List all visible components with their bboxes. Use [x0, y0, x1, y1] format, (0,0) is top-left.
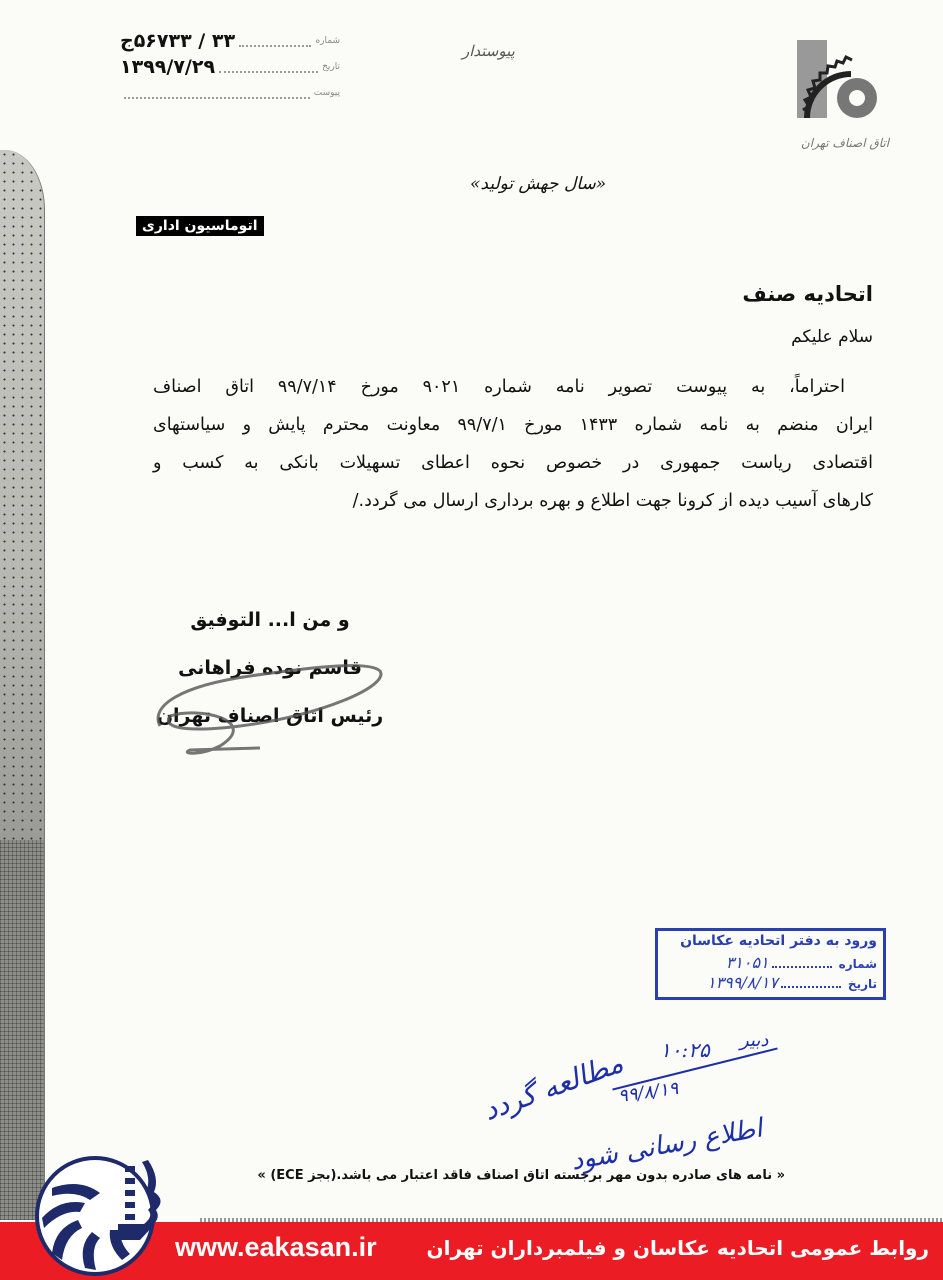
reference-number-row [120, 28, 340, 54]
letter-greeting: سلام علیکم [791, 327, 873, 347]
website-link[interactable]: www.eakasan.ir [175, 1232, 377, 1262]
validity-notice: « نامه های صادره بدون مهر برجسته اتاق اصناف فاقد اعتبار می باشد.(بجز ECE) » [257, 1168, 785, 1183]
reference-date-row [120, 54, 340, 80]
handwritten-time: ۱۰:۲۵ [660, 1038, 710, 1062]
signer-title: رئیس اتاق اصناف تهران [156, 705, 384, 727]
reference-date: ۱۳۹۹/۷/۲۹ [120, 56, 216, 78]
body-line: اقتصادی ریاست جمهوری در خصوص نحوه اعطای تسهیلات بانکی به کسب و [153, 453, 873, 473]
dotted-line [781, 986, 841, 988]
reference-attachment-row [120, 80, 340, 106]
stamp-date-label: تاریخ [847, 977, 877, 991]
banner-title: روابط عمومی اتحادیه عکاسان و فیلمبرداران تهران [426, 1236, 929, 1260]
received-stamp [655, 928, 886, 1000]
handwritten-line-2: اطلاع رسانی شود [568, 1113, 765, 1177]
reference-date-label: تاریخ [322, 62, 340, 72]
handwritten-note-word: دبیر [740, 1030, 769, 1051]
stamp-date-value: ۱۳۹۹/۸/۱۷ [706, 973, 778, 992]
reference-attachment-label: پیوست [313, 88, 340, 98]
year-slogan: «سال جهش تولید» [470, 174, 607, 194]
chamber-logo-icon [797, 40, 895, 118]
letter-closing-block [150, 596, 390, 740]
body-line: احتراماً، به پیوست تصویر نامه شماره ۹۰۲۱ مورخ ۹۹/۷/۱۴ اتاق اصناف [153, 377, 845, 397]
stamp-date-row [707, 973, 877, 992]
stamp-number-label: شماره [838, 957, 877, 971]
handwritten-date: ۹۹/۸/۱۹ [616, 1077, 680, 1108]
dotted-line [219, 61, 318, 73]
signer-name: قاسم نوده فراهانی [178, 657, 362, 679]
letter-body [153, 368, 873, 520]
closing-phrase: و من ا... التوفیق [190, 609, 350, 631]
body-line: کارهای آسیب دیده از کرونا جهت اطلاع و بهره برداری ارسال می گردد./ [352, 491, 873, 511]
dotted-line [772, 966, 832, 968]
dotted-line [124, 87, 310, 99]
letter-recipient: اتحادیه صنف [742, 282, 873, 306]
reference-number: ۳۳ / ۵۶۷۳۳ج [120, 30, 236, 52]
stamp-title: ورود به دفتر اتحادیه عکاسان [680, 933, 877, 949]
dotted-line [239, 35, 311, 47]
office-automation-badge: اتوماسیون اداری [136, 216, 264, 236]
handwritten-line-1: مطالعه گردد [478, 1045, 628, 1128]
handwritten-attachment-note: پیوستدار [462, 42, 515, 60]
logo-caption: اتاق اصناف تهران [800, 136, 890, 150]
photographers-union-logo-icon [30, 1148, 170, 1278]
reference-number-label: شماره [315, 36, 340, 46]
stamp-number-row [726, 953, 877, 972]
body-line: ایران منضم به نامه شماره ۱۴۳۳ مورخ ۹۹/۷/۱ معاونت محترم پایش و سیاستهای [153, 415, 873, 435]
stamp-number-value: ۳۱۰۵۱ [725, 953, 769, 972]
reference-block [120, 28, 340, 106]
